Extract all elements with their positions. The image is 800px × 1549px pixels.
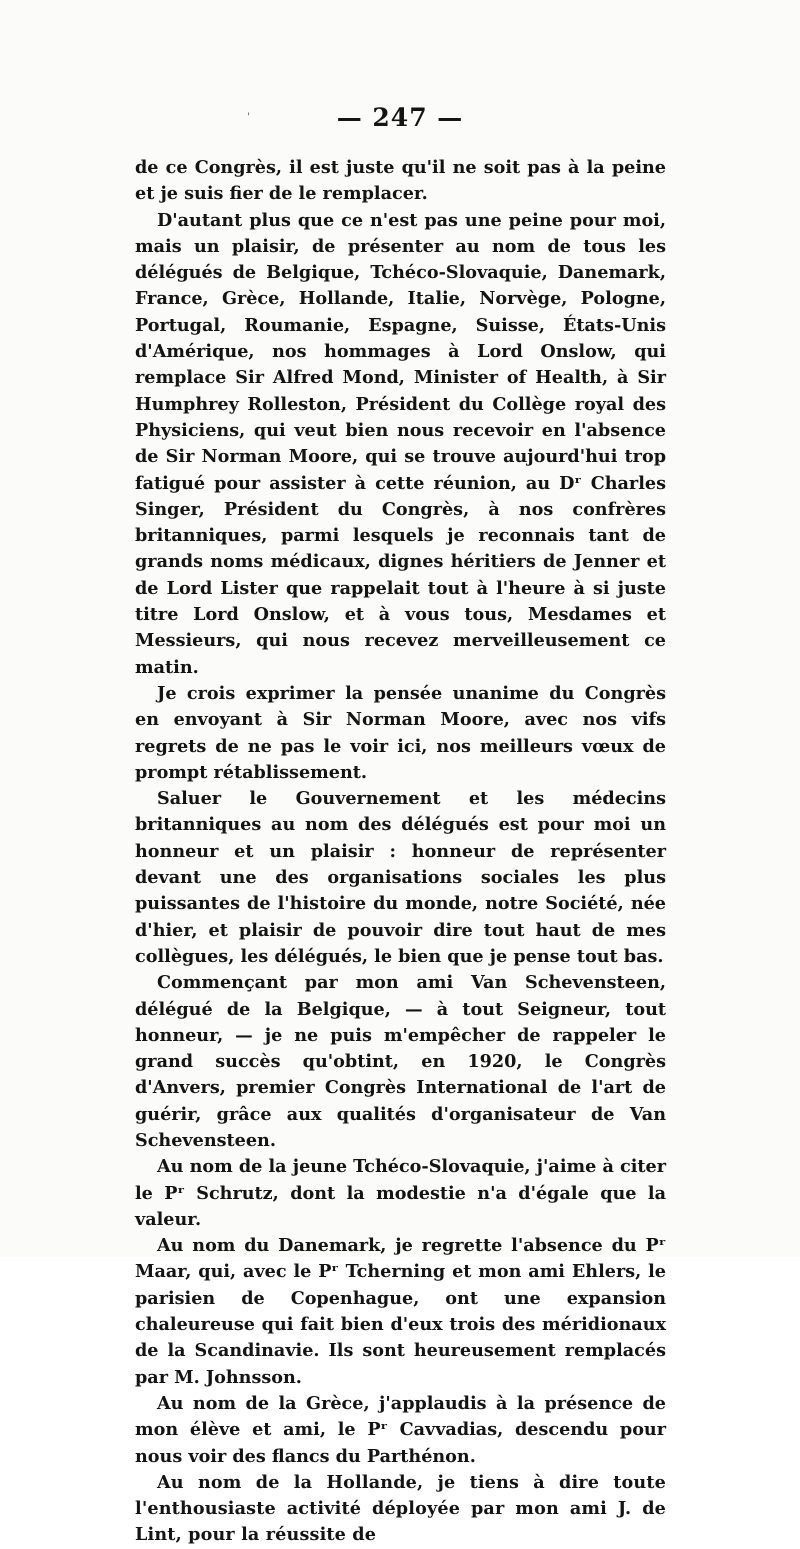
paragraph: Commençant par mon ami Van Schevensteen, délégué de la Belgique, — à tout Seigneur, tout honneur, — je ne puis m'empêcher de rappeler le grand succès qu'obtint, en 1920, le Congrès d'Anvers, premier Congrès International de l'art de guérir, grâce aux qualités d'organisateur de Van Schevensteen.: [135, 972, 666, 1151]
paragraph: D'autant plus que ce n'est pas une peine pour moi, mais un plaisir, de présenter au nom de tous les délégués de Belgique, Tchéco-Slovaquie, Danemark, France, Grèce, Hollande, Italie, Norvège, Pologne, Portugal, Roumanie, Espagne, Suisse, États-Unis d'Amérique, nos hommages à Lord Onslow, qui remplace Sir Alfred Mond, Minister of Health, à Sir Humphrey Rolleston, Président du Collège royal des Physiciens, qui veut bien nous recevoir en l'absence de Sir Norman Moore, qui se trouve aujourd'hui trop fatigué pour assister à cette réunion, au Dʳ Charles Singer, Président du Congrès, à nos confrères britanniques, parmi lesquels je reconnais tant de grands noms médicaux, dignes héritiers de Jenner et de Lord Lister que rappelait tout à l'heure à si juste titre Lord Onslow, et à vous tous, Mesdames et Messieurs, qui nous recevez merveilleusement ce matin.: [135, 209, 666, 678]
paragraph: Saluer le Gouvernement et les médecins britanniques au nom des délégués est pour moi un honneur et un plaisir : honneur de représenter devant une des organisations sociales les plus puissantes de l'histoire du monde, notre Société, née d'hier, et plaisir de pouvoir dire tout haut de mes collègues, les délégués, le bien que je pense tout bas.: [135, 788, 666, 967]
paragraph: Au nom du Danemark, je regrette l'absence du Pʳ Maar, qui, avec le Pʳ Tcherning et mon ami Ehlers, le parisien de Copenhague, ont une expansion chaleureuse qui fait bien d'eux trois des méridionaux de la Scandinavie. Ils sont heureusement remplacés par M. Johnsson.: [135, 1235, 666, 1388]
page-number: — 247 —: [336, 103, 464, 132]
paragraph: de ce Congrès, il est juste qu'il ne soit pas à la peine et je suis fier de le remplacer.: [135, 157, 666, 205]
paragraph: Je crois exprimer la pensée unanime du Congrès en envoyant à Sir Norman Moore, avec nos vifs regrets de ne pas le voir ici, nos meilleurs vœux de prompt rétablissement.: [135, 682, 666, 783]
print-speck: ': [247, 112, 250, 123]
paragraph: Au nom de la Hollande, je tiens à dire toute l'enthousiaste activité déployée par mon ami J. de Lint, pour la réussite de: [135, 1471, 666, 1546]
body-text: [135, 155, 666, 1549]
paragraph: Au nom de la Grèce, j'applaudis à la présence de mon élève et ami, le Pʳ Cavvadias, descendu pour nous voir des flancs du Parthénon.: [135, 1392, 666, 1467]
paragraph: Au nom de la jeune Tchéco-Slovaquie, j'aime à citer le Pʳ Schrutz, dont la modestie n'a d'égale que la valeur.: [135, 1156, 666, 1230]
